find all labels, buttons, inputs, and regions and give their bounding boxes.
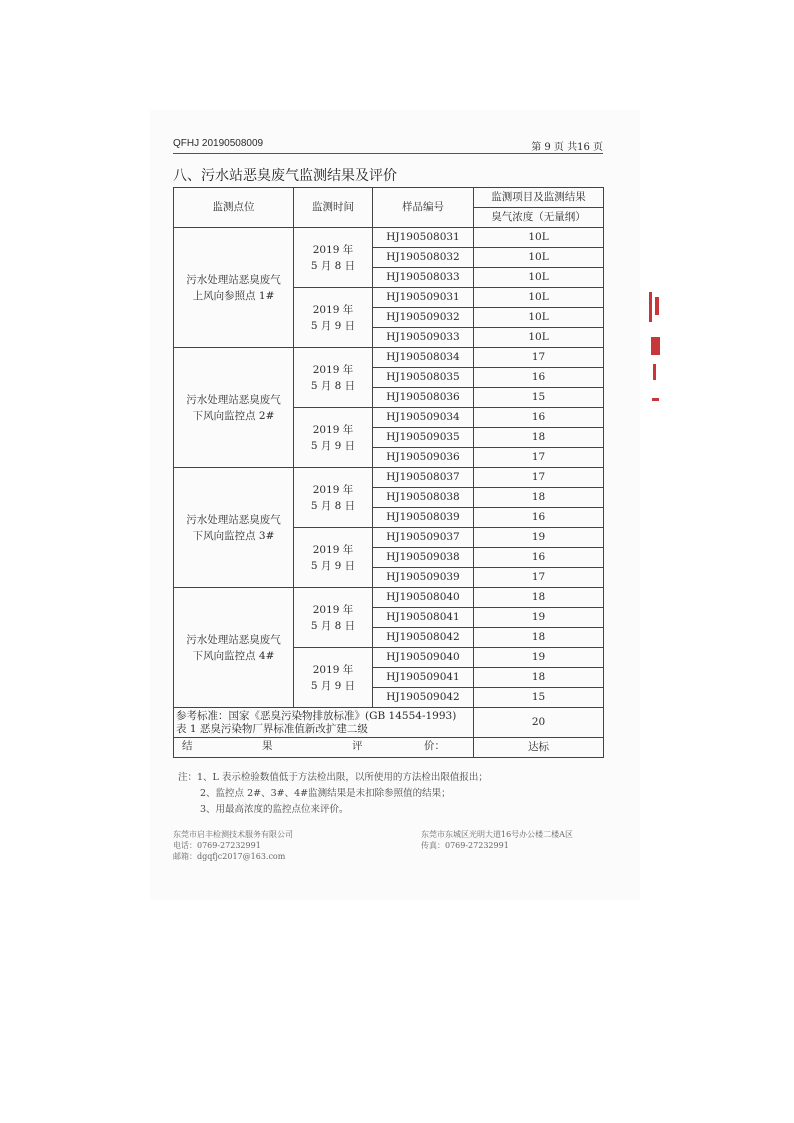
seal-mark (655, 297, 659, 315)
odor-value-cell: 15 (474, 688, 604, 708)
conclusion-char-2: 果 (262, 740, 273, 752)
date-year: 2019 年 (312, 303, 354, 316)
standard-line-1: 参考标准：国家《恶臭污染物排放标准》(GB 14554-1993) (176, 709, 457, 722)
monitoring-date-cell (294, 528, 373, 588)
note-1: 注：1、L 表示检验数值低于方法检出限，以所使用的方法检出限值报出； (178, 772, 488, 783)
odor-value-cell: 18 (474, 668, 604, 688)
odor-value-cell: 17 (474, 468, 604, 488)
sample-id-cell: HJ190509040 (373, 648, 474, 668)
sample-id-cell: HJ190508033 (373, 268, 474, 288)
report-number: QFHJ 20190508009 (173, 138, 264, 149)
conclusion-label (174, 738, 474, 758)
date-year: 2019 年 (312, 243, 354, 256)
notes (178, 770, 488, 818)
sample-id-cell: HJ190508038 (373, 488, 474, 508)
date-day: 5 月 9 日 (310, 559, 356, 572)
sample-id-cell: HJ190509031 (373, 288, 474, 308)
sample-id-cell: HJ190509035 (373, 428, 474, 448)
date-day: 5 月 9 日 (310, 679, 356, 692)
date-day: 5 月 8 日 (310, 619, 356, 632)
odor-value-cell: 10L (474, 288, 604, 308)
sample-id-cell: HJ190508037 (373, 468, 474, 488)
point-name-line1: 污水处理站恶臭废气 (186, 513, 281, 526)
monitoring-date-cell (294, 228, 373, 288)
odor-value-cell: 17 (474, 448, 604, 468)
date-day: 5 月 8 日 (310, 259, 356, 272)
table-row (174, 228, 604, 248)
seal-mark (652, 398, 659, 401)
date-day: 5 月 9 日 (310, 439, 356, 452)
conclusion-char-1: 结 (182, 740, 193, 752)
sample-id-cell: HJ190509036 (373, 448, 474, 468)
footer-left (173, 829, 293, 862)
odor-value-cell: 16 (474, 408, 604, 428)
footer-right (421, 829, 573, 851)
sample-id-cell: HJ190508032 (373, 248, 474, 268)
page-info: 第 9 页 共16 页 (531, 142, 603, 153)
monitoring-date-cell (294, 468, 373, 528)
odor-value-cell: 18 (474, 488, 604, 508)
date-year: 2019 年 (312, 483, 354, 496)
note-2: 2、监控点 2#、3#、4#监测结果是未扣除参照值的结果； (200, 788, 451, 799)
footer-email: 邮箱：dgqfjc2017@163.com (173, 852, 286, 861)
conclusion-char-4: 价： (424, 740, 445, 752)
monitoring-point-cell (174, 588, 294, 708)
seal-stamp-edge (643, 292, 663, 407)
odor-value-cell: 16 (474, 548, 604, 568)
point-name-line1: 污水处理站恶臭废气 (186, 633, 281, 646)
odor-value-cell: 15 (474, 388, 604, 408)
sample-id-cell: HJ190508031 (373, 228, 474, 248)
header-cell-sample: 样品编号 (373, 188, 474, 228)
date-day: 5 月 9 日 (310, 319, 356, 332)
date-year: 2019 年 (312, 543, 354, 556)
date-year: 2019 年 (312, 663, 354, 676)
monitoring-date-cell (294, 408, 373, 468)
header-cell-point: 监测点位 (174, 188, 294, 228)
odor-value-cell: 10L (474, 248, 604, 268)
sample-id-cell: HJ190509042 (373, 688, 474, 708)
sample-id-cell: HJ190509037 (373, 528, 474, 548)
sample-id-cell: HJ190508040 (373, 588, 474, 608)
odor-value-cell: 17 (474, 568, 604, 588)
odor-value-cell: 10L (474, 268, 604, 288)
monitoring-point-cell (174, 348, 294, 468)
seal-mark (653, 364, 656, 380)
header-cell-item-group: 监测项目及监测结果 (474, 188, 604, 208)
table-row (174, 468, 604, 488)
footer-address: 东莞市东城区光明大道16号办公楼二楼A区 (421, 830, 573, 839)
header-cell-time: 监测时间 (294, 188, 373, 228)
odor-value-cell: 18 (474, 588, 604, 608)
point-name-line2: 下风向监控点 2# (192, 409, 275, 422)
odor-value-cell: 10L (474, 228, 604, 248)
date-year: 2019 年 (312, 363, 354, 376)
table-row (174, 348, 604, 368)
section-title: 八、污水站恶臭废气监测结果及评价 (173, 168, 397, 184)
sample-id-cell: HJ190509032 (373, 308, 474, 328)
sample-id-cell: HJ190509033 (373, 328, 474, 348)
odor-value-cell: 19 (474, 648, 604, 668)
monitoring-date-cell (294, 288, 373, 348)
sample-id-cell: HJ190509038 (373, 548, 474, 568)
date-year: 2019 年 (312, 603, 354, 616)
date-day: 5 月 8 日 (310, 379, 356, 392)
odor-value-cell: 10L (474, 328, 604, 348)
point-name-line2: 上风向参照点 1# (192, 289, 275, 302)
footer-phone: 电话：0769-27232991 (173, 841, 261, 850)
odor-value-cell: 16 (474, 368, 604, 388)
sample-id-cell: HJ190508041 (373, 608, 474, 628)
odor-value-cell: 18 (474, 628, 604, 648)
point-name-line2: 下风向监控点 3# (192, 529, 275, 542)
point-name-line1: 污水处理站恶臭废气 (186, 273, 281, 286)
footer-company: 东莞市启丰检测技术服务有限公司 (173, 830, 293, 839)
sample-id-cell: HJ190509041 (373, 668, 474, 688)
table-row (174, 588, 604, 608)
point-name-line1: 污水处理站恶臭废气 (186, 393, 281, 406)
sample-id-cell: HJ190508042 (373, 628, 474, 648)
header-cell-item: 臭气浓度（无量纲） (474, 208, 604, 228)
sample-id-cell: HJ190508035 (373, 368, 474, 388)
odor-value-cell: 17 (474, 348, 604, 368)
results-table (173, 187, 604, 758)
odor-value-cell: 10L (474, 308, 604, 328)
odor-value-cell: 19 (474, 528, 604, 548)
standard-line-2: 表 1 恶臭污染物厂界标准值新改扩建二级 (176, 722, 368, 735)
sample-id-cell: HJ190509039 (373, 568, 474, 588)
monitoring-date-cell (294, 648, 373, 708)
sample-id-cell: HJ190509034 (373, 408, 474, 428)
sample-id-cell: HJ190508036 (373, 388, 474, 408)
conclusion-value: 达标 (474, 738, 604, 758)
reference-standard-cell (174, 708, 474, 738)
date-year: 2019 年 (312, 423, 354, 436)
monitoring-point-cell (174, 228, 294, 348)
point-name-line2: 下风向监控点 4# (192, 649, 275, 662)
standard-limit-value: 20 (474, 708, 604, 738)
footer-fax: 传真：0769-27232991 (421, 841, 509, 850)
monitoring-date-cell (294, 348, 373, 408)
date-day: 5 月 8 日 (310, 499, 356, 512)
conclusion-char-3: 评 (352, 740, 363, 752)
note-3: 3、用最高浓度的监控点位来评价。 (200, 804, 349, 815)
page-header (173, 137, 603, 154)
seal-mark (649, 292, 652, 322)
sample-id-cell: HJ190508034 (373, 348, 474, 368)
seal-mark (651, 337, 660, 355)
odor-value-cell: 16 (474, 508, 604, 528)
monitoring-date-cell (294, 588, 373, 648)
sample-id-cell: HJ190508039 (373, 508, 474, 528)
odor-value-cell: 19 (474, 608, 604, 628)
monitoring-point-cell (174, 468, 294, 588)
odor-value-cell: 18 (474, 428, 604, 448)
